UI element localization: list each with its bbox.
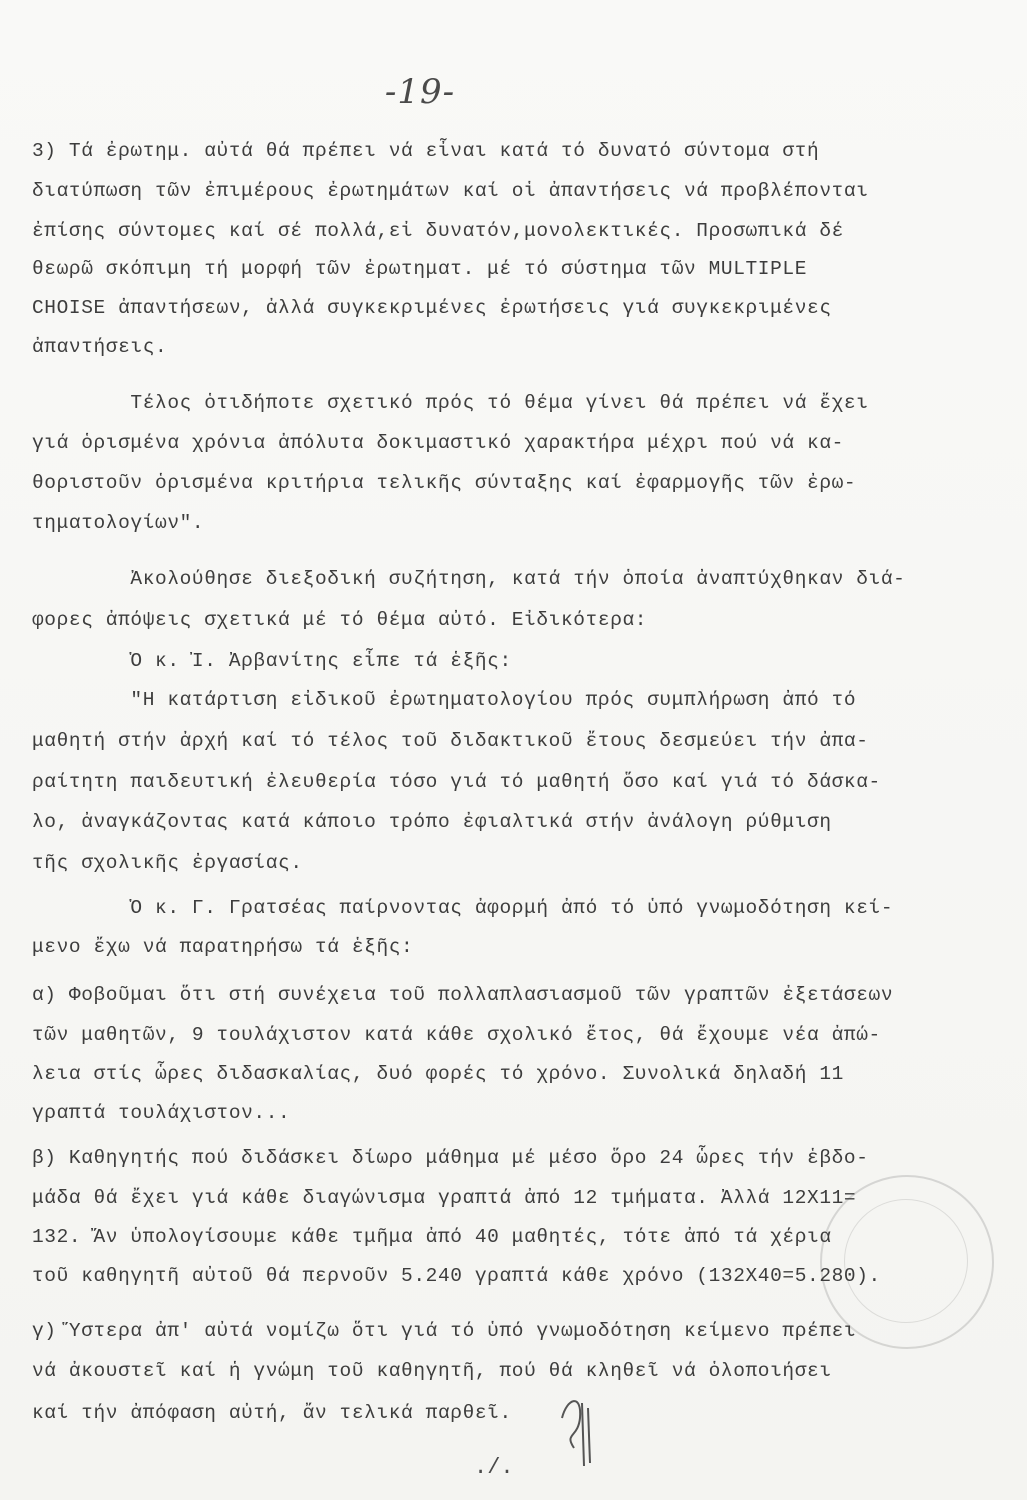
- text-line: Τέλος ὁτιδήποτε σχετικό πρός τό θέμα γίνει θά πρέπει νά ἔχει: [32, 392, 869, 414]
- text-line: λο, ἀναγκάζοντας κατά κάποιο τρόπο ἐφιαλτικά στήν ἀνάλογη ρύθμιση: [32, 811, 832, 833]
- text-line: Ὁ κ. Ἰ. Ἀρβανίτης εἶπε τά ἑξῆς:: [32, 650, 512, 672]
- text-line: φορες ἀπόψεις σχετικά μέ τό θέμα αὐτό. Εἰδικότερα:: [32, 609, 648, 631]
- text-line: μαθητή στήν ἀρχή καί τό τέλος τοῦ διδακτικοῦ ἔτους δεσμεύει τήν ἀπα-: [32, 730, 869, 752]
- text-line: Ἀκολούθησε διεξοδική συζήτηση, κατά τήν ὁποία ἀναπτύχθηκαν διά-: [32, 568, 906, 590]
- text-line: γραπτά τουλάχιστον...: [32, 1102, 291, 1124]
- text-line: τῆς σχολικῆς ἐργασίας.: [32, 852, 303, 874]
- text-line: α) Φοβοῦμαι ὅτι στή συνέχεια τοῦ πολλαπλασιασμοῦ τῶν γραπτῶν ἐξετάσεων: [32, 984, 894, 1006]
- text-line: "Η κατάρτιση εἰδικοῦ ἐρωτηματολογίου πρός συμπλήρωση ἀπό τό: [32, 689, 857, 711]
- text-line: λεια στίς ὧρες διδασκαλίας, δυό φορές τό χρόνο. Συνολικά δηλαδή 11: [32, 1063, 844, 1085]
- continuation-mark: ./.: [474, 1455, 514, 1480]
- text-line: μενο ἔχω νά παρατηρήσω τά ἑξῆς:: [32, 936, 414, 958]
- text-line: 132. Ἄν ὑπολογίσουμε κάθε τμῆμα ἀπό 40 μαθητές, τότε ἀπό τά χέρια: [32, 1226, 832, 1248]
- handwritten-signature: [552, 1388, 602, 1468]
- text-line: τῶν μαθητῶν, 9 τουλάχιστον κατά κάθε σχολικό ἔτος, θά ἔχουμε νέα ἀπώ-: [32, 1024, 881, 1046]
- text-line: νά ἀκουστεῖ καί ἡ γνώμη τοῦ καθηγητῆ, πού θά κληθεῖ νά ὁλοποιήσει: [32, 1360, 832, 1382]
- text-line: καί τήν ἀπόφαση αὐτή, ἄν τελικά παρθεῖ.: [32, 1402, 512, 1424]
- text-line: μάδα θά ἔχει γιά κάθε διαγώνισμα γραπτά ἀπό 12 τμήματα. Ἀλλά 12Χ11=: [32, 1187, 857, 1209]
- text-line: θοριστοῦν ὁρισμένα κριτήρια τελικῆς σύνταξης καί ἐφαρμογῆς τῶν ἐρω-: [32, 472, 857, 494]
- text-line: 3) Τά ἐρωτημ. αὐτά θά πρέπει νά εἶναι κατά τό δυνατό σύντομα στή: [32, 140, 820, 162]
- text-line: β) Καθηγητής πού διδάσκει δίωρο μάθημα μέ μέσο ὅρο 24 ὧρες τήν ἑβδο-: [32, 1147, 869, 1169]
- text-line: γ) Ὕστερα ἀπ' αὐτά νομίζω ὅτι γιά τό ὑπό γνωμοδότηση κείμενο πρέπει: [32, 1320, 857, 1342]
- text-line: ἀπαντήσεις.: [32, 336, 168, 358]
- text-line: τηματολογίων".: [32, 512, 205, 534]
- text-line: ραίτητη παιδευτική ἐλευθερία τόσο γιά τό μαθητή ὅσο καί γιά τό δάσκα-: [32, 771, 881, 793]
- text-line: διατύπωση τῶν ἐπιμέρους ἐρωτημάτων καί οἱ ἀπαντήσεις νά προβλέπονται: [32, 180, 869, 202]
- text-line: γιά ὁρισμένα χρόνια ἀπόλυτα δοκιμαστικό χαρακτήρα μέχρι πού νά κα-: [32, 432, 844, 454]
- text-line: ἐπίσης σύντομες καί σέ πολλά,εἰ δυνατόν,μονολεκτικές. Προσωπικά δέ: [32, 220, 844, 242]
- page-number: -19-: [384, 72, 456, 112]
- text-line: θεωρῶ σκόπιμη τή μορφή τῶν ἐρωτηματ. μέ τό σύστημα τῶν MULTIPLE: [32, 258, 808, 280]
- text-line: CHOISE ἀπαντήσεων, ἀλλά συγκεκριμένες ἐρωτήσεις γιά συγκεκριμένες: [32, 297, 832, 319]
- text-line: Ὁ κ. Γ. Γρατσέας παίρνοντας ἀφορμή ἀπό τό ὑπό γνωμοδότηση κεί-: [32, 897, 894, 919]
- text-line: τοῦ καθηγητῆ αὐτοῦ θά περνοῦν 5.240 γραπτά κάθε χρόνο (132Χ40=5.280).: [32, 1265, 881, 1287]
